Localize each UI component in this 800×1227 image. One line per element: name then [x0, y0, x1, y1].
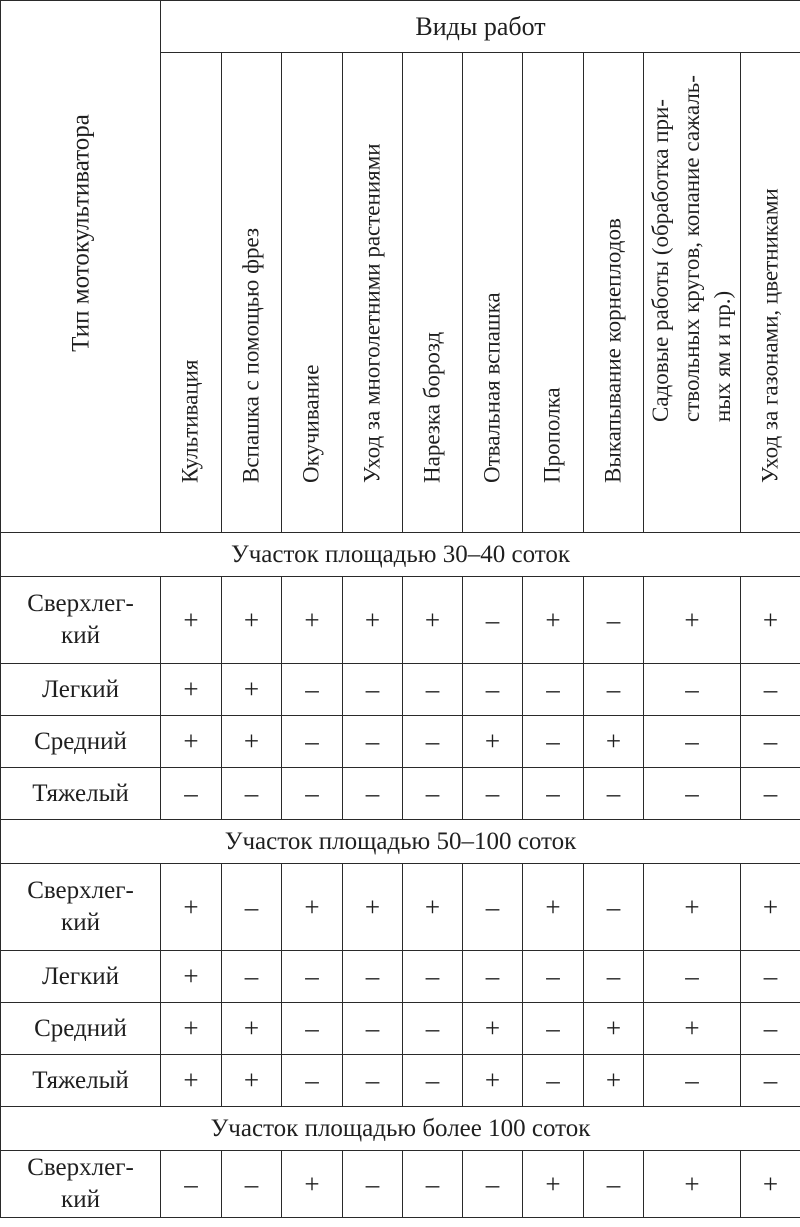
suitability-mark: +: [523, 864, 584, 951]
cultivator-type: Сверхлег- кий: [1, 864, 161, 951]
suitability-mark: –: [161, 1151, 222, 1218]
column-header-1: Культивация: [161, 53, 222, 533]
cultivator-type: Средний: [1, 716, 161, 768]
cultivator-type: Тяжелый: [1, 768, 161, 820]
suitability-mark: –: [741, 951, 800, 1003]
suitability-mark: –: [343, 716, 403, 768]
suitability-mark: +: [644, 1003, 741, 1055]
column-header-8: Выкапывание корнеплодов: [584, 53, 644, 533]
table-row: [1, 1151, 800, 1218]
table-row: [1, 716, 800, 768]
suitability-mark: +: [222, 1003, 282, 1055]
suitability-mark: –: [282, 951, 343, 1003]
section-row: [1, 1107, 800, 1151]
suitability-mark: +: [644, 577, 741, 664]
suitability-mark: +: [222, 664, 282, 716]
table-body: [1, 533, 800, 1218]
cultivator-type: Сверхлег- кий: [1, 1151, 161, 1218]
column-header-7: Прополка: [523, 53, 584, 533]
suitability-mark: –: [343, 951, 403, 1003]
section-title: Участок площадью 30–40 соток: [1, 533, 800, 577]
suitability-mark: –: [644, 1055, 741, 1107]
suitability-mark: +: [644, 864, 741, 951]
suitability-mark: –: [741, 664, 800, 716]
column-header-4: Уход за многолетними растениями: [343, 53, 403, 533]
column-header-2: Вспашка с помощью фрез: [222, 53, 282, 533]
suitability-mark: +: [282, 1151, 343, 1218]
suitability-mark: +: [282, 577, 343, 664]
suitability-mark: –: [343, 768, 403, 820]
cultivator-type: Средний: [1, 1003, 161, 1055]
suitability-mark: –: [644, 951, 741, 1003]
suitability-mark: +: [584, 1003, 644, 1055]
suitability-mark: –: [403, 1151, 463, 1218]
suitability-mark: –: [403, 1055, 463, 1107]
suitability-mark: +: [523, 1151, 584, 1218]
suitability-mark: –: [222, 1151, 282, 1218]
suitability-mark: +: [403, 577, 463, 664]
suitability-mark: +: [343, 577, 403, 664]
suitability-mark: –: [584, 1151, 644, 1218]
section-row: [1, 820, 800, 864]
suitability-mark: –: [222, 864, 282, 951]
suitability-mark: +: [161, 1055, 222, 1107]
suitability-mark: –: [403, 951, 463, 1003]
table-row: [1, 951, 800, 1003]
suitability-mark: –: [741, 768, 800, 820]
suitability-mark: –: [584, 768, 644, 820]
suitability-mark: +: [222, 1055, 282, 1107]
suitability-mark: –: [282, 664, 343, 716]
column-header-6: Отвальная вспашка: [463, 53, 523, 533]
suitability-mark: +: [161, 716, 222, 768]
cultivator-type: Тяжелый: [1, 1055, 161, 1107]
suitability-mark: +: [741, 577, 800, 664]
suitability-mark: –: [741, 1003, 800, 1055]
table-row: [1, 1003, 800, 1055]
suitability-mark: –: [644, 768, 741, 820]
suitability-mark: –: [282, 716, 343, 768]
suitability-mark: +: [161, 1003, 222, 1055]
suitability-mark: +: [222, 577, 282, 664]
suitability-mark: –: [644, 664, 741, 716]
suitability-mark: –: [403, 716, 463, 768]
column-header-5: Нарезка борозд: [403, 53, 463, 533]
suitability-mark: –: [523, 716, 584, 768]
suitability-mark: +: [523, 577, 584, 664]
section-title: Участок площадью 50–100 соток: [1, 820, 800, 864]
column-header-3: Окучивание: [282, 53, 343, 533]
section-title: Участок площадью более 100 соток: [1, 1107, 800, 1151]
suitability-mark: –: [463, 768, 523, 820]
suitability-mark: +: [584, 1055, 644, 1107]
suitability-mark: +: [161, 951, 222, 1003]
suitability-mark: –: [523, 768, 584, 820]
suitability-mark: –: [463, 1151, 523, 1218]
suitability-mark: –: [741, 1055, 800, 1107]
suitability-mark: +: [161, 864, 222, 951]
cultivator-type: Легкий: [1, 951, 161, 1003]
suitability-mark: +: [282, 864, 343, 951]
suitability-mark: +: [741, 1151, 800, 1218]
suitability-mark: –: [463, 864, 523, 951]
suitability-mark: –: [343, 1055, 403, 1107]
suitability-mark: –: [644, 716, 741, 768]
table-row: [1, 864, 800, 951]
suitability-mark: +: [644, 1151, 741, 1218]
column-header-10: Уход за газонами, цветниками: [741, 53, 800, 533]
suitability-mark: –: [282, 1055, 343, 1107]
suitability-mark: –: [343, 1003, 403, 1055]
suitability-mark: –: [222, 951, 282, 1003]
table-row: [1, 1055, 800, 1107]
table-row: [1, 577, 800, 664]
section-row: [1, 533, 800, 577]
suitability-mark: –: [523, 664, 584, 716]
suitability-mark: –: [403, 768, 463, 820]
cultivator-type: Сверхлег- кий: [1, 577, 161, 664]
suitability-mark: –: [523, 951, 584, 1003]
table-row: [1, 768, 800, 820]
suitability-mark: –: [741, 716, 800, 768]
suitability-mark: –: [523, 1003, 584, 1055]
suitability-mark: –: [222, 768, 282, 820]
suitability-mark: –: [584, 951, 644, 1003]
suitability-mark: –: [523, 1055, 584, 1107]
suitability-mark: +: [403, 864, 463, 951]
cultivator-type: Легкий: [1, 664, 161, 716]
suitability-mark: –: [403, 664, 463, 716]
suitability-mark: –: [282, 1003, 343, 1055]
suitability-mark: –: [584, 577, 644, 664]
suitability-mark: –: [161, 768, 222, 820]
group-label-header: Виды работ: [161, 1, 800, 53]
suitability-mark: –: [343, 1151, 403, 1218]
suitability-mark: –: [343, 664, 403, 716]
suitability-mark: –: [463, 951, 523, 1003]
row-label-header: [1, 1, 161, 533]
column-header-9: Садовые работы (обработка при- ствольных кругов, копание сажаль- ных ям и пр.): [644, 53, 741, 533]
suitability-mark: –: [584, 664, 644, 716]
suitability-mark: –: [463, 577, 523, 664]
suitability-mark: –: [584, 864, 644, 951]
suitability-mark: +: [463, 1003, 523, 1055]
suitability-mark: –: [403, 1003, 463, 1055]
row-label-text: Тип мотокультиватора: [66, 113, 94, 352]
table-header: [1, 1, 800, 533]
suitability-mark: +: [741, 864, 800, 951]
suitability-mark: +: [463, 1055, 523, 1107]
suitability-mark: +: [584, 716, 644, 768]
suitability-mark: +: [463, 716, 523, 768]
suitability-mark: +: [222, 716, 282, 768]
suitability-mark: –: [282, 768, 343, 820]
suitability-mark: +: [161, 664, 222, 716]
suitability-mark: –: [463, 664, 523, 716]
table-row: [1, 664, 800, 716]
suitability-mark: +: [343, 864, 403, 951]
suitability-mark: +: [161, 577, 222, 664]
